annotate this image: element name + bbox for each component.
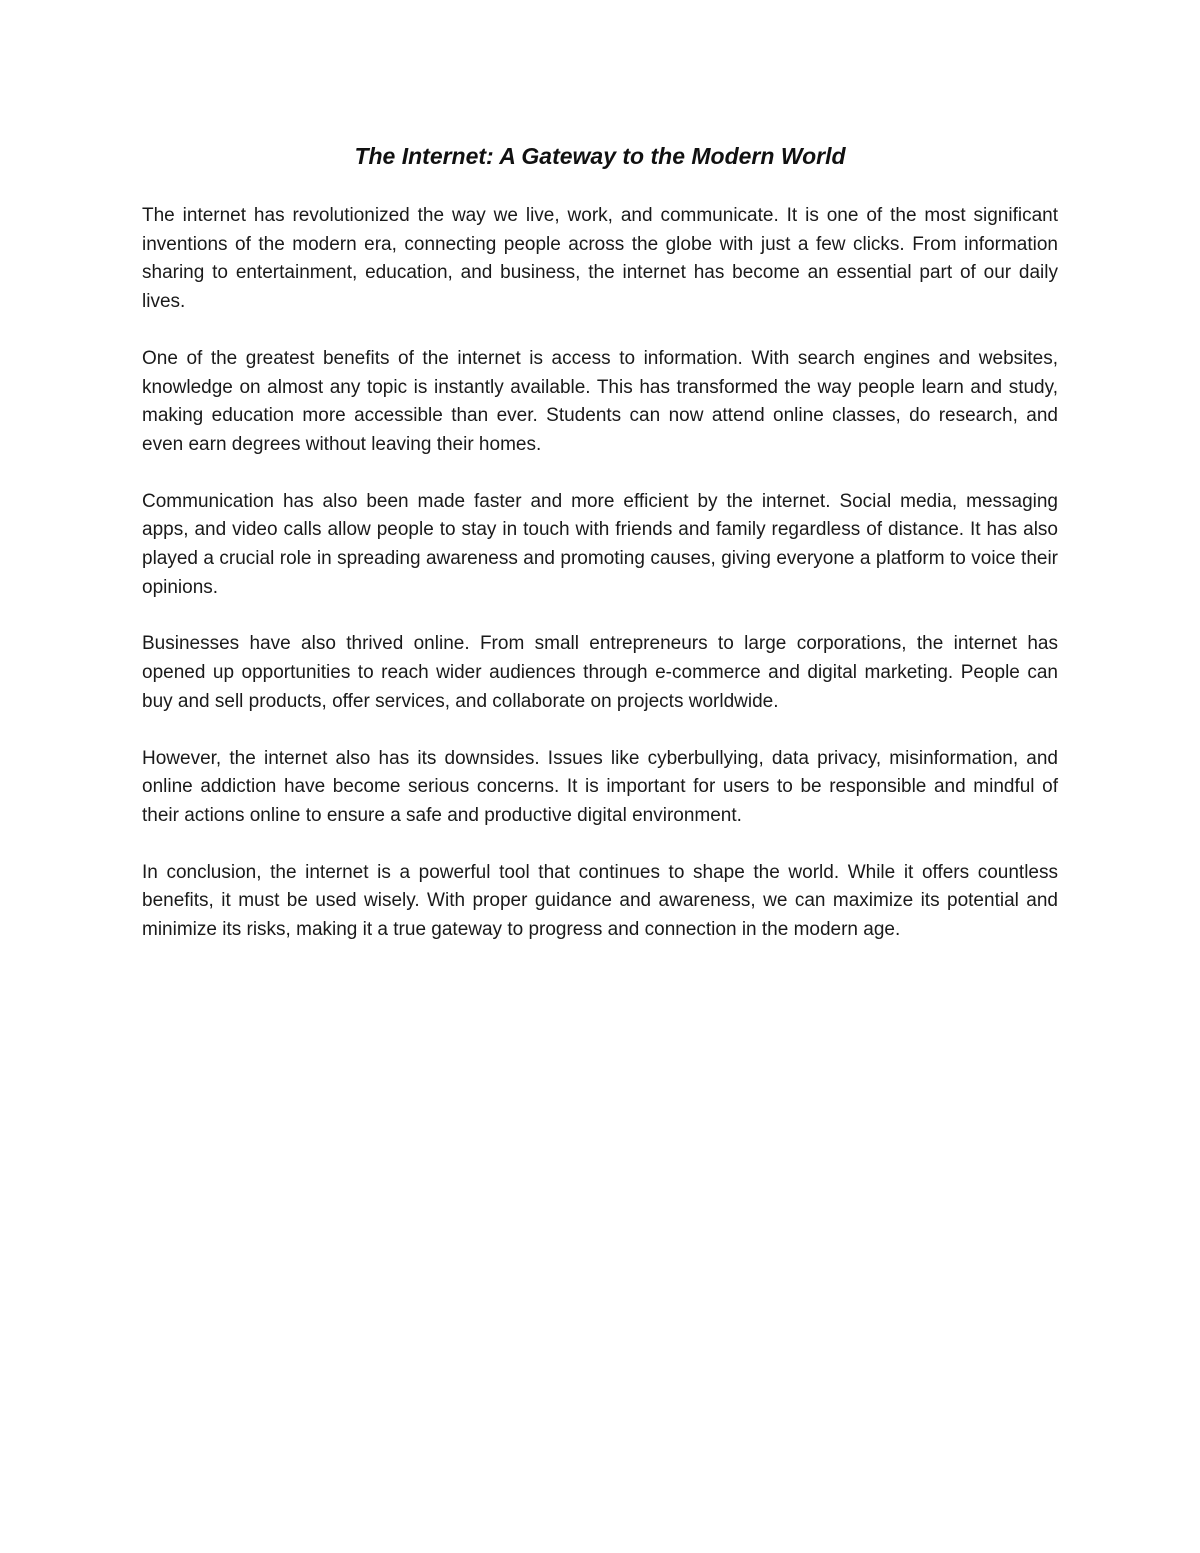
- paragraph-information-access: One of the greatest benefits of the internet is access to information. With search engines and websites, knowledge on almost any topic is instantly available. This has transformed the way people learn and study, making education more accessible than ever. Students can now attend online classes, do research, and even earn degrees without leaving their homes.: [142, 347, 1058, 455]
- paragraph-business: Businesses have also thrived online. From small entrepreneurs to large corporations, the internet has opened up opportunities to reach wider audiences through e-commerce and digital marketing. People can buy and sell products, offer services, and collaborate on projects worldwide.: [142, 633, 1058, 712]
- paragraph-conclusion: In conclusion, the internet is a powerful tool that continues to shape the world. While it offers countless benefits, it must be used wisely. With proper guidance and awareness, we can maximize its potential and minimize its risks, making it a true gateway to progress and connection in the modern age.: [142, 861, 1058, 941]
- paragraph-intro: The internet has revolutionized the way we live, work, and communicate. It is one of the most significant inventions of the modern era, connecting people across the globe with just a few clicks. From information sharing to entertainment, education, and business, the internet has become an essential part of our daily lives.: [142, 205, 1058, 313]
- document-body: [142, 202, 1058, 973]
- paragraph-downsides: However, the internet also has its downsides. Issues like cyberbullying, data privacy, misinformation, and online addiction have become serious concerns. It is important for users to be responsible and mindful of their actions online to ensure a safe and productive digital environment.: [142, 747, 1058, 826]
- document-title: The Internet: A Gateway to the Modern World: [354, 143, 846, 169]
- paragraph-communication: Communication has also been made faster and more efficient by the internet. Social media, messaging apps, and video calls allow people to stay in touch with friends and family regardless of distance. It has also played a crucial role in spreading awareness and promoting causes, giving everyone a platform to voice their opinions.: [142, 490, 1058, 598]
